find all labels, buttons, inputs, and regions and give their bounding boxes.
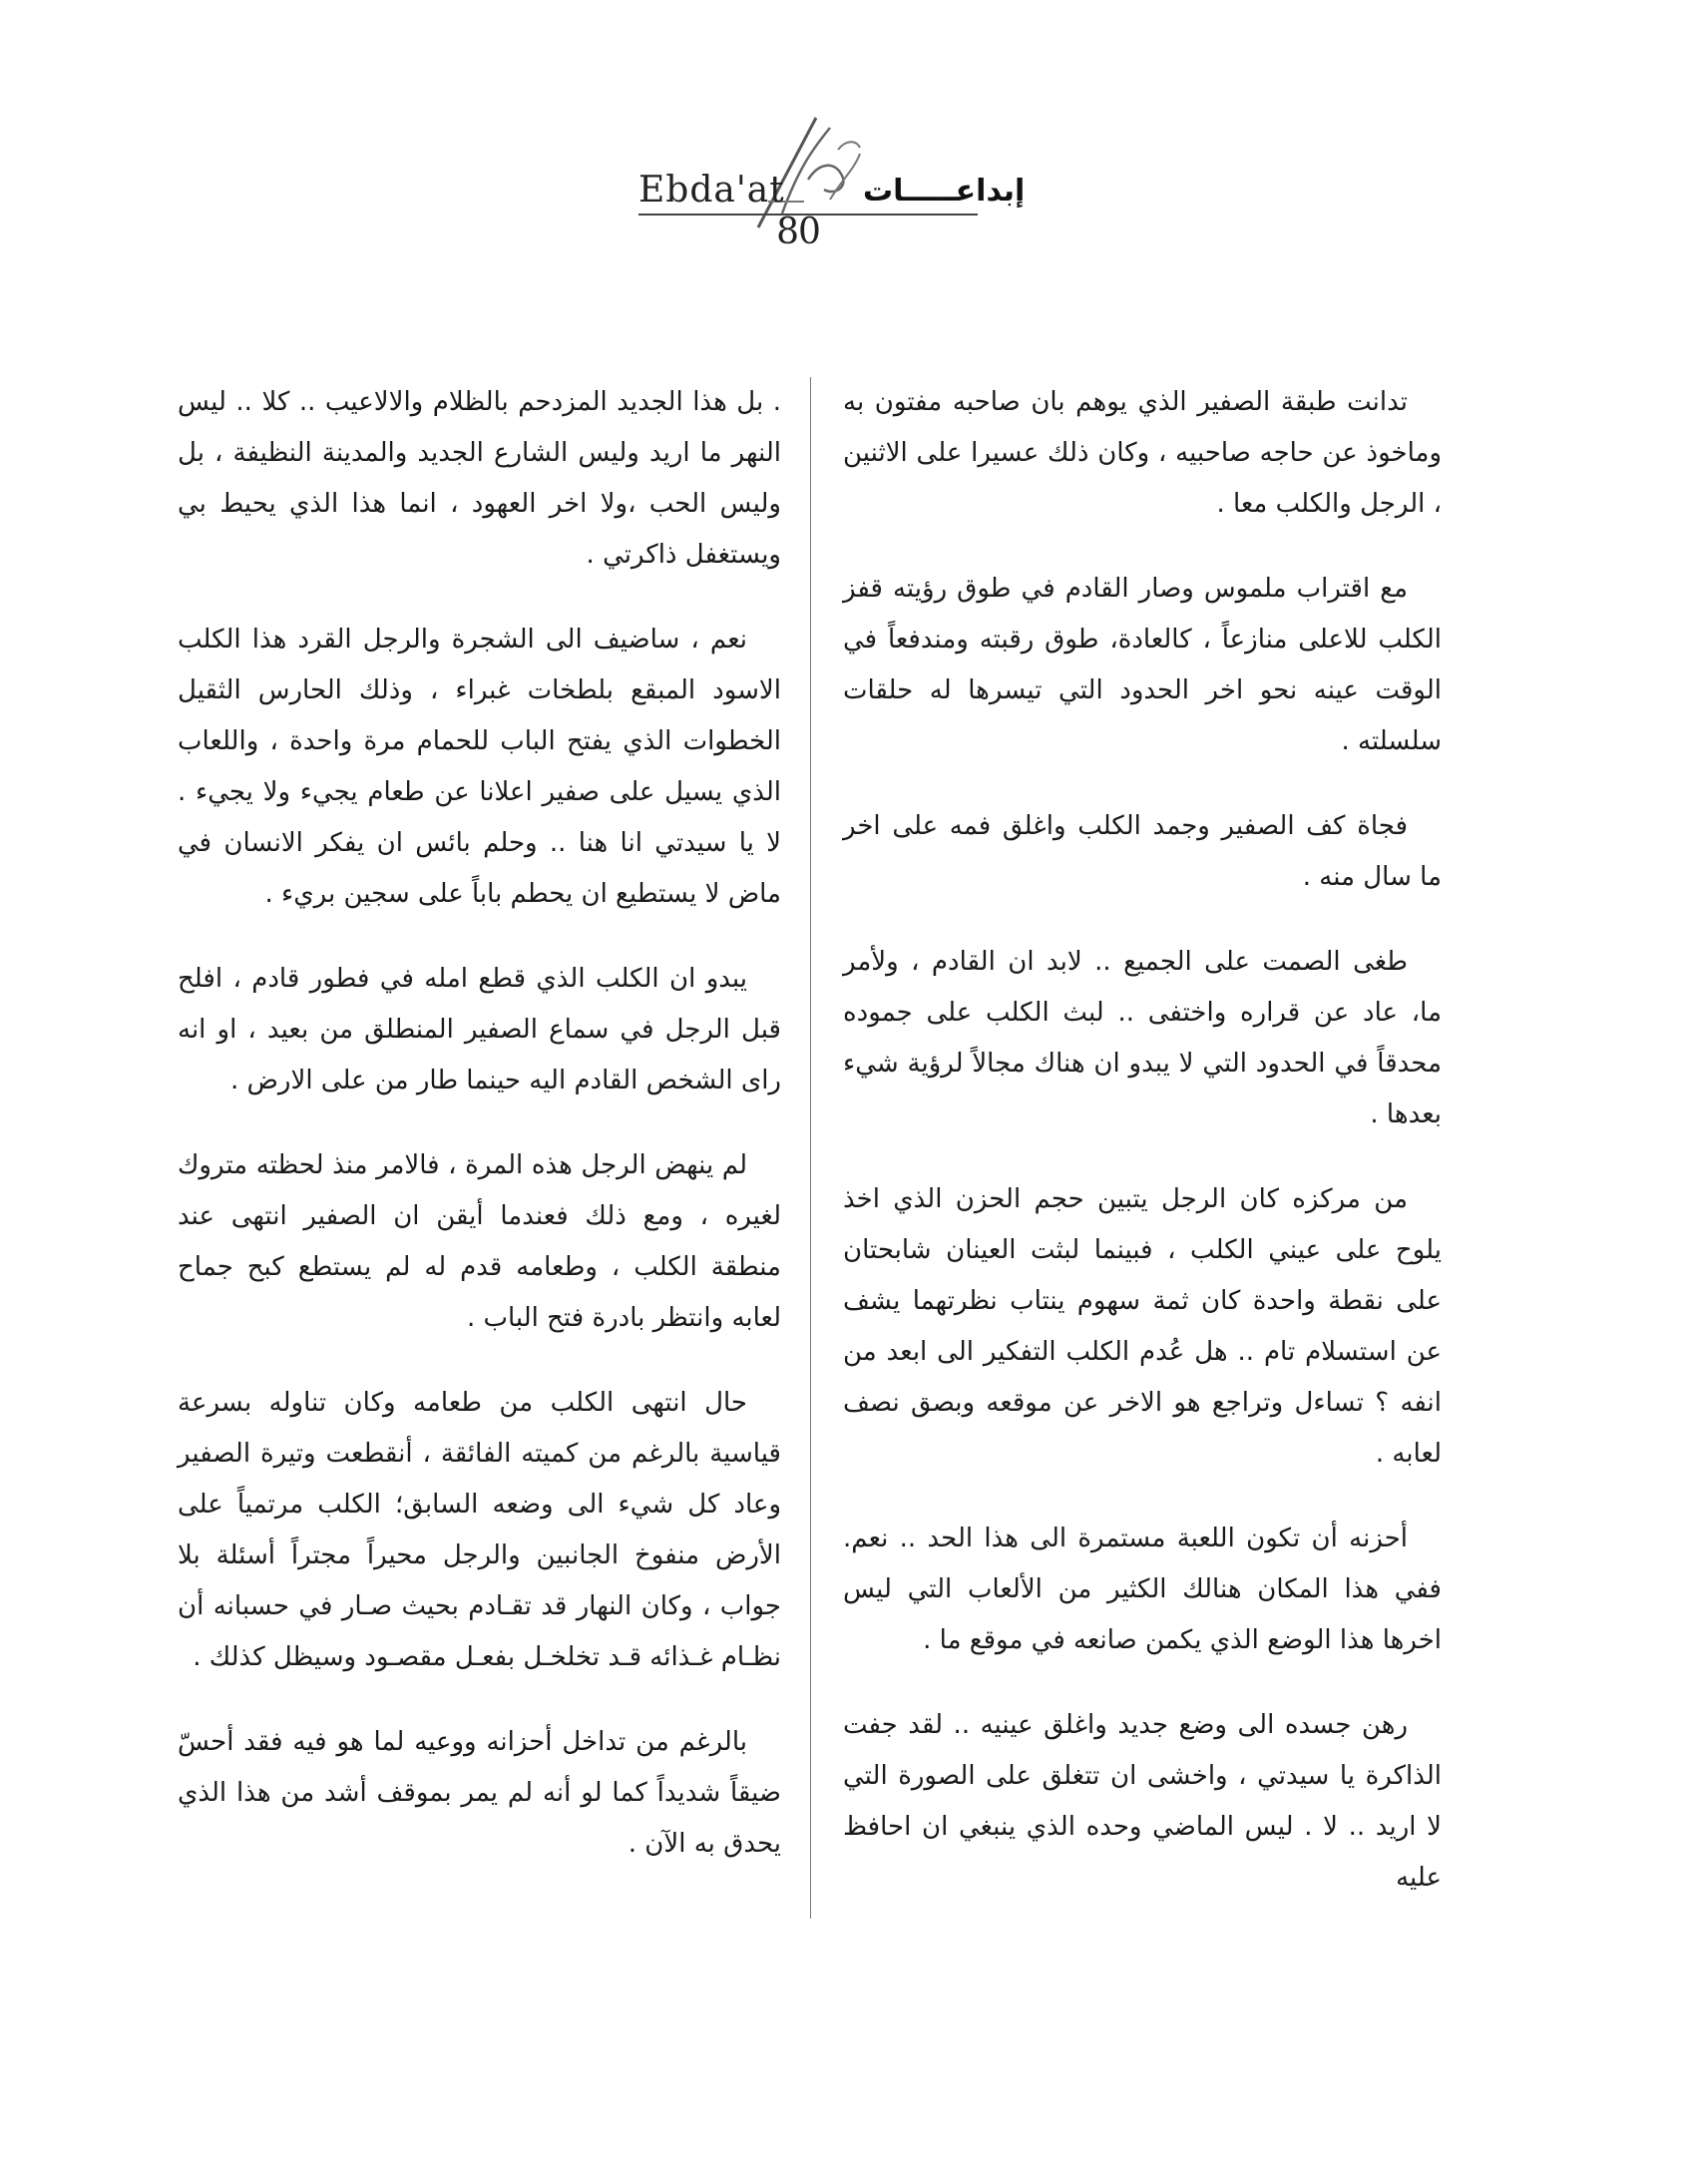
paragraph: مع اقتراب ملموس وصار القادم في طوق رؤيته قفز الكلب للاعلى منازعاً ، كالعادة، طوق رقبته ومندفعاً في الوقت عينه نحو اخر الحدود التي تيسرها له حلقات سلسلته . <box>843 574 1442 756</box>
paragraph: أحزنه أن تكون اللعبة مستمرة الى هذا الحد .. نعم. ففي هذا المكان هنالك الكثير من الألعاب التي ليس اخرها هذا الوضع الذي يكمن صانعه في موقع ما . <box>843 1524 1442 1655</box>
paragraph: يبدو ان الكلب الذي قطع امله في فطور قادم ، افلح قبل الرجل في سماع الصفير المنطلق من بعيد ، او انه راى الشخص القادم اليه حينما طار من على الارض . <box>178 964 781 1095</box>
paragraph: نعم ، ساضيف الى الشجرة والرجل القرد هذا الكلب الاسود المبقع بلطخات غبراء ، وذلك الحارس الثقيل الخطوات الذي يفتح الباب للحمام مرة واحدة ، واللعاب الذي يسيل على صفير اعلانا عن طعام يجيء ولا يجيء . لا يا سيدتي انا هنا .. وحلم بائس ان يفكر الانسان في ماض لا يستطيع ان يحطم باباً على سجين بريء . <box>178 625 781 909</box>
paragraph: طغى الصمت على الجميع .. لابد ان القادم ، ولأمر ما، عاد عن قراره واختفى .. لبث الكلب على جموده محدقاً في الحدود التي لا يبدو ان هناك مجالاً لرؤية شيء بعدها . <box>843 947 1442 1129</box>
paragraph: حال انتهى الكلب من طعامه وكان تناوله بسرعة قياسية بالرغم من كميته الفائقة ، أنقطعت وتيرة الصفير وعاد كل شيء الى وضعه السابق؛ الكلب مرتمياً على الأرض منفوخ الجانبين والرجل محيراً مجتراً أسئلة بلا جواب ، وكان النهار قد تقـادم بحيث صـار في حسبانه أن نظـام غـذائه قـد تخلخـل بفعـل مقصـود وسيظل كذلك . <box>178 1388 781 1672</box>
paragraph: رهن جسده الى وضع جديد واغلق عينيه .. لقد جفت الذاكرة يا سيدتي ، واخشى ان تتغلق على الصورة التي لا اريد .. لا . ليس الماضي وحده الذي ينبغي ان احافظ عليه <box>843 1710 1442 1893</box>
column-divider <box>810 377 811 1919</box>
paragraph: من مركزه كان الرجل يتبين حجم الحزن الذي اخذ يلوح على عيني الكلب ، فبينما لبثت العينان شابحتان على نقطة واحدة كان ثمة سهوم ينتاب نظرتهما يشف عن استسلام تام .. هل عُدم الكلب التفكير الى ابعد من انفه ؟ تساءل وتراجع هو الاخر عن موقعه وبصق نصف لعابه . <box>843 1184 1442 1469</box>
article-column-left <box>178 377 781 1904</box>
page-header <box>599 110 1026 269</box>
article-column-right <box>843 377 1442 1938</box>
paragraph: فجاة كف الصفير وجمد الكلب واغلق فمه على اخر ما سال منه . <box>843 811 1442 892</box>
page-number: 80 <box>776 212 820 252</box>
paragraph: تدانت طبقة الصفير الذي يوهم بان صاحبه مفتون به وماخوذ عن حاجه صاحبيه ، وكان ذلك عسيرا على الاثنين ، الرجل والكلب معا . <box>843 387 1442 519</box>
paragraph: لم ينهض الرجل هذه المرة ، فالامر منذ لحظته متروك لغيره ، ومع ذلك فعندما أيقن ان الصفير انتهى عند منطقة الكلب ، وطعامه قدم له لم يستطع كبح جماح لعابه وانتظر بادرة فتح الباب . <box>178 1150 781 1333</box>
magazine-name-arabic: إبداعـــــات <box>863 174 1026 209</box>
magazine-name-latin: Ebda'at <box>638 170 785 211</box>
paragraph: بالرغم من تداخل أحزانه ووعيه لما هو فيه فقد أحسّ ضيقاً شديداً كما لو أنه لم يمر بموقف أشد من هذا الذي يحدق به الآن . <box>178 1727 781 1859</box>
paragraph: . بل هذا الجديد المزدحم بالظلام والالاعيب .. كلا .. ليس النهر ما اريد وليس الشارع الجديد والمدينة النظيفة ، بل وليس الحب ،ولا اخر العهود ، انما هذا الذي يحيط بي ويستغفل ذاكرتي . <box>178 387 781 570</box>
